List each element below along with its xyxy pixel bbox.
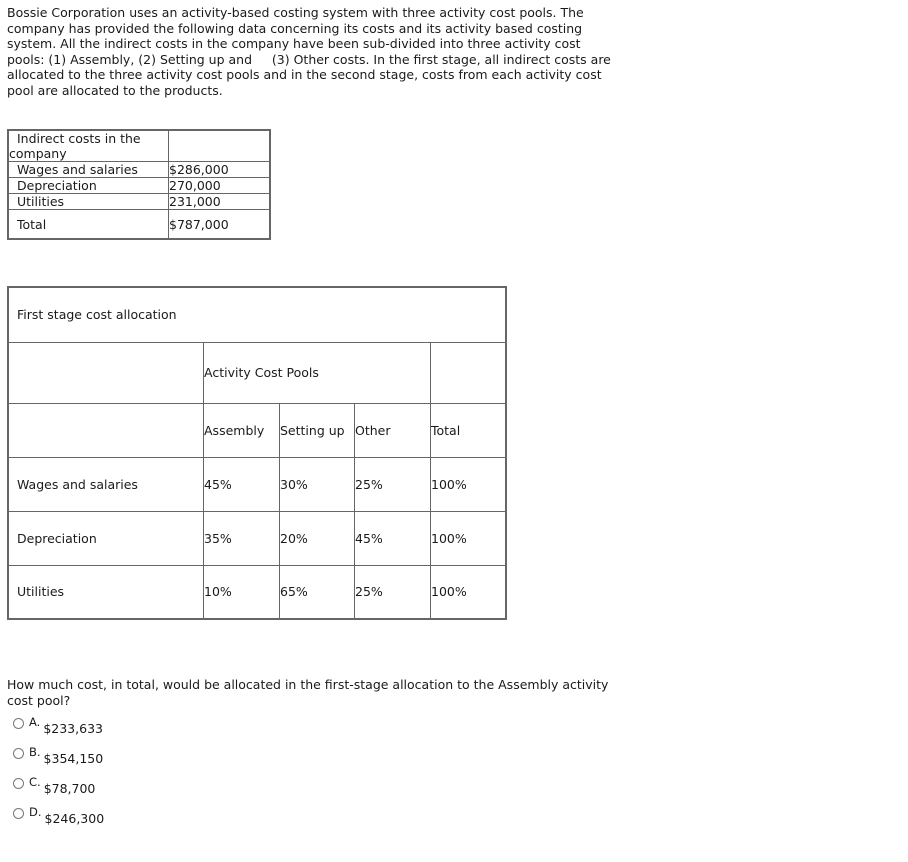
option-text: $233,633	[43, 721, 103, 736]
option-text: $354,150	[43, 751, 104, 766]
column-header-other: Other	[355, 403, 431, 457]
table-row	[8, 511, 506, 565]
blank-cell	[431, 342, 507, 403]
cell-setting-up: 20%	[280, 511, 355, 565]
cost-label: Depreciation	[8, 178, 169, 194]
question-text: How much cost, in total, would be allocated in the first-stage allocation to the Assembly activity cost pool?	[7, 677, 609, 708]
cost-value: $286,000	[169, 162, 271, 178]
radio-button-icon[interactable]	[13, 748, 24, 759]
option-b[interactable]	[13, 745, 104, 775]
allocation-title-row	[8, 287, 506, 342]
indirect-costs-header-blank	[169, 130, 271, 162]
activity-cost-pools-header: Activity Cost Pools	[204, 342, 431, 403]
option-text: $246,300	[44, 811, 105, 826]
allocation-column-header-row	[8, 403, 506, 457]
cell-other: 25%	[355, 457, 431, 511]
option-letter: A.	[29, 715, 41, 729]
answer-options	[13, 715, 104, 835]
cost-value: 270,000	[169, 178, 271, 194]
allocation-group-row	[8, 342, 506, 403]
cell-total: 100%	[431, 565, 507, 619]
cost-label: Utilities	[8, 194, 169, 210]
first-stage-allocation-table	[7, 286, 507, 620]
total-value: $787,000	[169, 210, 271, 240]
table-row	[8, 194, 270, 210]
option-letter: B.	[29, 745, 41, 759]
row-label: Depreciation	[8, 511, 204, 565]
radio-button-icon[interactable]	[13, 778, 24, 789]
cell-total: 100%	[431, 511, 507, 565]
indirect-costs-header-line1: Indirect costs in the	[17, 131, 141, 146]
table-row	[8, 457, 506, 511]
table-row	[8, 565, 506, 619]
cell-assembly: 10%	[204, 565, 280, 619]
blank-cell	[8, 403, 204, 457]
indirect-costs-header-row	[8, 130, 270, 162]
allocation-title: First stage cost allocation	[8, 287, 506, 342]
cost-label: Wages and salaries	[8, 162, 169, 178]
cell-setting-up: 65%	[280, 565, 355, 619]
radio-button-icon[interactable]	[13, 808, 24, 819]
option-d[interactable]	[13, 805, 104, 835]
table-row	[8, 178, 270, 194]
total-row	[8, 210, 270, 240]
option-c[interactable]	[13, 775, 104, 805]
row-label: Utilities	[8, 565, 204, 619]
table-row	[8, 162, 270, 178]
option-a[interactable]	[13, 715, 104, 745]
column-header-assembly: Assembly	[204, 403, 280, 457]
option-text: $78,700	[43, 781, 96, 796]
column-header-total: Total	[431, 403, 507, 457]
cell-other: 25%	[355, 565, 431, 619]
row-label: Wages and salaries	[8, 457, 204, 511]
cost-value: 231,000	[169, 194, 271, 210]
option-letter: C.	[29, 775, 41, 789]
indirect-costs-table	[7, 129, 271, 240]
column-header-setting-up: Setting up	[280, 403, 355, 457]
option-letter: D.	[29, 805, 42, 819]
radio-button-icon[interactable]	[13, 718, 24, 729]
blank-cell	[8, 342, 204, 403]
indirect-costs-header-line2: company	[9, 146, 67, 161]
intro-paragraph: Bossie Corporation uses an activity-based costing system with three activity cost pools. The company has provided the following data concerning its costs and its activity based costing system. All the indirect costs in the company have been sub-divided into three activity cost pools: (1) Assembly, (2) Setting up and (3) Other costs. In the first stage, all indirect costs are allocated to the three activity cost pools and in the second stage, costs from each activity cost pool are allocated to the products.	[7, 5, 611, 98]
cell-assembly: 45%	[204, 457, 280, 511]
cell-assembly: 35%	[204, 511, 280, 565]
total-label: Total	[8, 210, 169, 240]
cell-setting-up: 30%	[280, 457, 355, 511]
indirect-costs-header	[8, 130, 169, 162]
cell-other: 45%	[355, 511, 431, 565]
cell-total: 100%	[431, 457, 507, 511]
